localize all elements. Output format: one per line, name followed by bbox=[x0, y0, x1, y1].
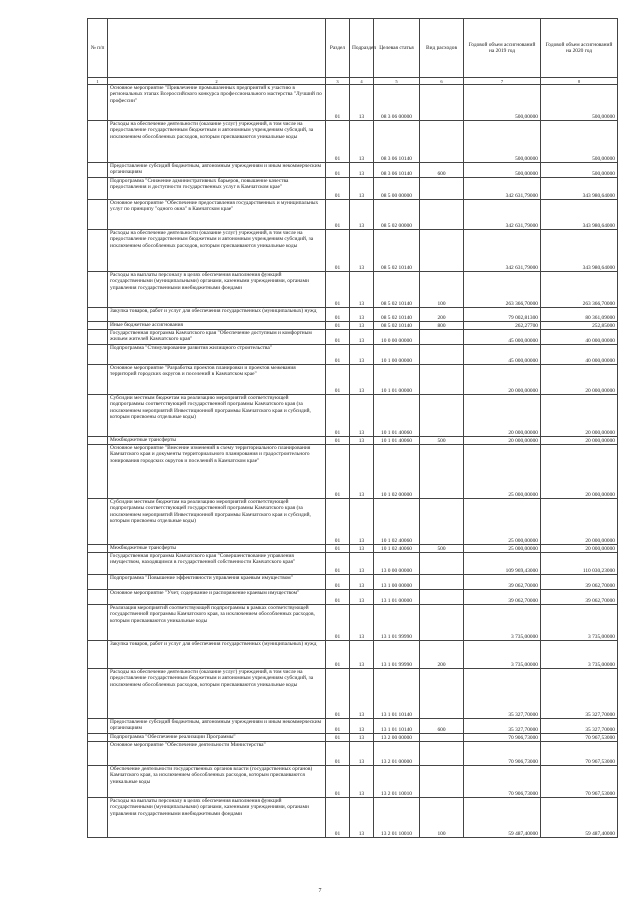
cell-amount-2020: 500,00000 bbox=[541, 163, 618, 178]
cell-expense-type bbox=[420, 230, 464, 272]
cell-target-article: 10 1 02 40060 bbox=[374, 545, 420, 553]
cell-number bbox=[88, 499, 108, 545]
cell-number bbox=[88, 641, 108, 669]
cell-amount-2019: 342 631,79000 bbox=[464, 178, 541, 200]
cell-razdel: 01 bbox=[326, 365, 350, 395]
cell-name: Закупка товаров, работ и услуг для обеспечения государственных (муниципальных) нужд bbox=[108, 308, 326, 322]
cell-name: Межбюджетные трансферты bbox=[108, 437, 326, 445]
cell-target-article: 10 1 02 00000 bbox=[374, 445, 420, 499]
cell-podrazdel: 13 bbox=[350, 798, 374, 838]
cell-podrazdel: 13 bbox=[350, 163, 374, 178]
cell-expense-type bbox=[420, 605, 464, 641]
cell-amount-2020: 35 327,70000 bbox=[541, 669, 618, 719]
table-header-row bbox=[88, 19, 618, 78]
cell-expense-type bbox=[420, 590, 464, 605]
cell-podrazdel: 13 bbox=[350, 445, 374, 499]
cell-name: Реализация мероприятий соответствующей подпрограммы в рамках соответствующей государственной программы Камчатского края, за исключением обособленных расходов, которым присваиваются уникальные коды bbox=[108, 605, 326, 641]
table-row bbox=[88, 605, 618, 641]
cell-expense-type bbox=[420, 200, 464, 230]
cell-target-article: 10 1 01 40060 bbox=[374, 437, 420, 445]
cell-target-article: 08 5 02 10140 bbox=[374, 308, 420, 322]
cell-podrazdel: 13 bbox=[350, 200, 374, 230]
cell-number bbox=[88, 669, 108, 719]
table-row bbox=[88, 200, 618, 230]
cell-target-article: 13 2 01 00000 bbox=[374, 742, 420, 766]
cell-number bbox=[88, 553, 108, 575]
cell-name: Основное мероприятие "Внесение изменений в схему территориального планирования Камчатского края и документы территориального планирования и градостроительного зонирования городских округов и поселений в Камчатском крае" bbox=[108, 445, 326, 499]
cell-amount-2019: 500,00000 bbox=[464, 121, 541, 163]
header-podrazdel: Подраздел bbox=[350, 19, 374, 78]
cell-target-article: 10 1 01 00000 bbox=[374, 365, 420, 395]
cell-expense-type bbox=[420, 395, 464, 437]
header-expense-type: Вид расходов bbox=[420, 19, 464, 78]
column-index: 8 bbox=[541, 78, 618, 85]
cell-razdel: 01 bbox=[326, 766, 350, 798]
cell-amount-2019: 35 327,70000 bbox=[464, 669, 541, 719]
cell-target-article: 13 1 01 10140 bbox=[374, 669, 420, 719]
cell-amount-2019: 500,00000 bbox=[464, 85, 541, 121]
cell-razdel: 01 bbox=[326, 121, 350, 163]
cell-name: Подпрограмма "Снижение административных барьеров, повышение качества предоставления и доступности государственных услуг в Камчатском крае" bbox=[108, 178, 326, 200]
cell-expense-type: 800 bbox=[420, 322, 464, 330]
cell-amount-2020: 40 000,00000 bbox=[541, 345, 618, 365]
cell-name: Основное мероприятие "Обеспечение деятельности Министерства" bbox=[108, 742, 326, 766]
cell-razdel: 01 bbox=[326, 742, 350, 766]
cell-amount-2020: 263 366,70000 bbox=[541, 272, 618, 308]
cell-amount-2019: 500,00000 bbox=[464, 163, 541, 178]
cell-name: Иные бюджетные ассигнования bbox=[108, 322, 326, 330]
table-row bbox=[88, 178, 618, 200]
cell-amount-2020: 59 487,40000 bbox=[541, 798, 618, 838]
cell-amount-2020: 20 000,00000 bbox=[541, 395, 618, 437]
cell-number bbox=[88, 330, 108, 345]
cell-target-article: 10 1 02 40060 bbox=[374, 499, 420, 545]
cell-razdel: 01 bbox=[326, 575, 350, 590]
cell-name: Расходы на обеспечение деятельности (оказание услуг) учреждений, в том числе на предоставление государственным бюджетным и автономным учреждениям субсидий, за исключением обособленных расходов, которым присваиваются уникальные коды bbox=[108, 669, 326, 719]
cell-expense-type: 100 bbox=[420, 272, 464, 308]
cell-name: Предоставление субсидий бюджетным, автономным учреждениям и иным некоммерческим организациям bbox=[108, 719, 326, 734]
column-index: 4 bbox=[350, 78, 374, 85]
cell-razdel: 01 bbox=[326, 798, 350, 838]
cell-expense-type: 200 bbox=[420, 641, 464, 669]
table-row bbox=[88, 330, 618, 345]
table-row bbox=[88, 575, 618, 590]
cell-amount-2019: 79 002,81300 bbox=[464, 308, 541, 322]
table-row bbox=[88, 798, 618, 838]
cell-number bbox=[88, 395, 108, 437]
cell-razdel: 01 bbox=[326, 669, 350, 719]
cell-target-article: 13 2 01 10010 bbox=[374, 766, 420, 798]
cell-podrazdel: 13 bbox=[350, 322, 374, 330]
cell-amount-2019: 109 969,43000 bbox=[464, 553, 541, 575]
cell-amount-2019: 39 062,70000 bbox=[464, 575, 541, 590]
cell-name: Основное мероприятие "Учет, содержание и распоряжение краевым имуществом" bbox=[108, 590, 326, 605]
cell-number bbox=[88, 590, 108, 605]
cell-expense-type bbox=[420, 499, 464, 545]
cell-name: Государственная программа Камчатского края "Обеспечение доступным и комфортным жильем жителей Камчатского края" bbox=[108, 330, 326, 345]
cell-expense-type bbox=[420, 345, 464, 365]
cell-podrazdel: 13 bbox=[350, 395, 374, 437]
cell-amount-2019: 20 000,00000 bbox=[464, 395, 541, 437]
cell-expense-type bbox=[420, 445, 464, 499]
cell-number bbox=[88, 345, 108, 365]
cell-razdel: 01 bbox=[326, 85, 350, 121]
table-row bbox=[88, 445, 618, 499]
cell-target-article: 13 1 01 99990 bbox=[374, 605, 420, 641]
cell-name: Основное мероприятие "Привлечение промышленных предприятий к участию в региональных этапах Всероссийского конкурса профессионального мастерства "Лучший по профессии" bbox=[108, 85, 326, 121]
cell-name: Расходы на выплаты персоналу в целях обеспечения выполнения функций государственными (муниципальными) органами, казенными учреждениями, органами управления государственными внебюджетными фондами bbox=[108, 272, 326, 308]
cell-razdel: 01 bbox=[326, 395, 350, 437]
table-row bbox=[88, 308, 618, 322]
table-row bbox=[88, 437, 618, 445]
cell-amount-2019: 20 000,00000 bbox=[464, 365, 541, 395]
cell-podrazdel: 13 bbox=[350, 121, 374, 163]
table-row bbox=[88, 499, 618, 545]
table-row bbox=[88, 365, 618, 395]
cell-podrazdel: 13 bbox=[350, 641, 374, 669]
cell-razdel: 01 bbox=[326, 230, 350, 272]
cell-razdel: 01 bbox=[326, 163, 350, 178]
cell-podrazdel: 13 bbox=[350, 590, 374, 605]
cell-number bbox=[88, 734, 108, 742]
cell-expense-type bbox=[420, 553, 464, 575]
cell-expense-type bbox=[420, 669, 464, 719]
cell-podrazdel: 13 bbox=[350, 766, 374, 798]
table-row bbox=[88, 641, 618, 669]
cell-name: Предоставление субсидий бюджетным, автономным учреждениям и иным некоммерческим организациям bbox=[108, 163, 326, 178]
cell-target-article: 13 1 00 00000 bbox=[374, 575, 420, 590]
cell-amount-2020: 3 735,00000 bbox=[541, 641, 618, 669]
cell-number bbox=[88, 178, 108, 200]
cell-name: Закупка товаров, работ и услуг для обеспечения государственных (муниципальных) нужд bbox=[108, 641, 326, 669]
budget-table-sheet bbox=[87, 18, 617, 838]
cell-expense-type bbox=[420, 742, 464, 766]
cell-name: Субсидии местным бюджетам на реализацию мероприятий соответствующей подпрограммы соответствующей государственной программы Камчатского края (за исключением мероприятий Инвестиционной программы Камчатского края и субсидий, которым присвоены отдельные коды) bbox=[108, 395, 326, 437]
cell-razdel: 01 bbox=[326, 330, 350, 345]
cell-target-article: 13 1 01 10140 bbox=[374, 719, 420, 734]
cell-name: Подпрограмма "Стимулирование развития жилищного строительства" bbox=[108, 345, 326, 365]
cell-target-article: 10 1 01 40060 bbox=[374, 395, 420, 437]
cell-amount-2019: 25 000,00000 bbox=[464, 545, 541, 553]
cell-amount-2020: 20 000,00000 bbox=[541, 499, 618, 545]
cell-expense-type: 600 bbox=[420, 719, 464, 734]
cell-razdel: 01 bbox=[326, 322, 350, 330]
cell-number bbox=[88, 308, 108, 322]
cell-amount-2020: 39 062,70000 bbox=[541, 575, 618, 590]
column-index: 1 bbox=[88, 78, 108, 85]
cell-name: Подпрограмма "Повышение эффективности управления краевым имуществом" bbox=[108, 575, 326, 590]
cell-target-article: 08 3 06 10140 bbox=[374, 163, 420, 178]
cell-number bbox=[88, 272, 108, 308]
table-row bbox=[88, 719, 618, 734]
cell-razdel: 01 bbox=[326, 545, 350, 553]
cell-razdel: 01 bbox=[326, 641, 350, 669]
table-row bbox=[88, 734, 618, 742]
cell-amount-2020: 39 062,70000 bbox=[541, 590, 618, 605]
cell-number bbox=[88, 365, 108, 395]
cell-amount-2019: 20 000,00000 bbox=[464, 437, 541, 445]
cell-number bbox=[88, 742, 108, 766]
cell-expense-type: 100 bbox=[420, 798, 464, 838]
budget-table bbox=[87, 18, 618, 838]
cell-podrazdel: 13 bbox=[350, 345, 374, 365]
cell-number bbox=[88, 605, 108, 641]
cell-target-article: 13 1 01 00000 bbox=[374, 590, 420, 605]
cell-amount-2019: 70 906,73000 bbox=[464, 734, 541, 742]
table-row bbox=[88, 395, 618, 437]
cell-target-article: 13 0 00 00000 bbox=[374, 553, 420, 575]
cell-amount-2020: 20 000,00000 bbox=[541, 437, 618, 445]
cell-expense-type bbox=[420, 85, 464, 121]
cell-expense-type bbox=[420, 575, 464, 590]
cell-podrazdel: 13 bbox=[350, 734, 374, 742]
table-row bbox=[88, 163, 618, 178]
cell-podrazdel: 13 bbox=[350, 272, 374, 308]
cell-amount-2019: 342 631,79000 bbox=[464, 230, 541, 272]
header-amount-2019: Годовой объем ассигнований на 2019 год bbox=[464, 19, 541, 78]
cell-podrazdel: 13 bbox=[350, 742, 374, 766]
cell-razdel: 01 bbox=[326, 499, 350, 545]
cell-amount-2019: 45 000,00000 bbox=[464, 345, 541, 365]
cell-amount-2020: 80 361,09000 bbox=[541, 308, 618, 322]
cell-number bbox=[88, 575, 108, 590]
cell-amount-2019: 3 735,00000 bbox=[464, 605, 541, 641]
column-index: 5 bbox=[374, 78, 420, 85]
cell-amount-2019: 35 327,70000 bbox=[464, 719, 541, 734]
column-index: 7 bbox=[464, 78, 541, 85]
table-row bbox=[88, 545, 618, 553]
cell-amount-2019: 25 000,00000 bbox=[464, 499, 541, 545]
cell-podrazdel: 13 bbox=[350, 553, 374, 575]
cell-podrazdel: 13 bbox=[350, 308, 374, 322]
cell-target-article: 08 5 02 00000 bbox=[374, 200, 420, 230]
cell-expense-type bbox=[420, 766, 464, 798]
cell-expense-type bbox=[420, 365, 464, 395]
cell-target-article: 10 0 00 00000 bbox=[374, 330, 420, 345]
table-body bbox=[88, 85, 618, 838]
cell-target-article: 08 5 00 00000 bbox=[374, 178, 420, 200]
cell-amount-2020: 3 735,00000 bbox=[541, 605, 618, 641]
cell-name: Расходы на выплаты персоналу в целях обеспечения выполнения функций государственными (муниципальными) органами, казенными учреждениями, органами управления государственными внебюджетными фондами bbox=[108, 798, 326, 838]
cell-target-article: 13 2 00 00000 bbox=[374, 734, 420, 742]
cell-amount-2019: 3 735,00000 bbox=[464, 641, 541, 669]
cell-razdel: 01 bbox=[326, 590, 350, 605]
cell-razdel: 01 bbox=[326, 272, 350, 308]
cell-razdel: 01 bbox=[326, 445, 350, 499]
cell-target-article: 13 2 01 10010 bbox=[374, 798, 420, 838]
table-row bbox=[88, 590, 618, 605]
cell-expense-type: 200 bbox=[420, 308, 464, 322]
table-row bbox=[88, 345, 618, 365]
cell-name: Обеспечение деятельности государственных органов власти (государственных органов) Камчатского края, за исключением обособленных расходов, которым присваиваются уникальные коды bbox=[108, 766, 326, 798]
cell-podrazdel: 13 bbox=[350, 605, 374, 641]
cell-amount-2019: 263 366,70000 bbox=[464, 272, 541, 308]
cell-amount-2019: 59 487,40000 bbox=[464, 798, 541, 838]
column-index: 6 bbox=[420, 78, 464, 85]
cell-name: Подпрограмма "Обеспечение реализации Программы" bbox=[108, 734, 326, 742]
cell-number bbox=[88, 545, 108, 553]
cell-target-article: 08 5 02 10140 bbox=[374, 272, 420, 308]
table-row bbox=[88, 272, 618, 308]
page-number: 7 bbox=[318, 888, 322, 894]
cell-number bbox=[88, 85, 108, 121]
cell-expense-type bbox=[420, 121, 464, 163]
cell-amount-2020: 20 000,00000 bbox=[541, 365, 618, 395]
cell-number bbox=[88, 200, 108, 230]
cell-razdel: 01 bbox=[326, 437, 350, 445]
cell-number bbox=[88, 121, 108, 163]
table-row bbox=[88, 766, 618, 798]
cell-razdel: 01 bbox=[326, 734, 350, 742]
cell-amount-2019: 25 000,00000 bbox=[464, 445, 541, 499]
cell-number bbox=[88, 798, 108, 838]
cell-amount-2020: 343 980,64000 bbox=[541, 230, 618, 272]
cell-number bbox=[88, 163, 108, 178]
cell-amount-2020: 70 967,53000 bbox=[541, 766, 618, 798]
table-row bbox=[88, 230, 618, 272]
cell-podrazdel: 13 bbox=[350, 330, 374, 345]
cell-amount-2020: 343 980,64000 bbox=[541, 178, 618, 200]
cell-podrazdel: 13 bbox=[350, 545, 374, 553]
cell-razdel: 01 bbox=[326, 200, 350, 230]
column-index: 2 bbox=[108, 78, 326, 85]
cell-podrazdel: 13 bbox=[350, 85, 374, 121]
header-target-article: Целевая статья bbox=[374, 19, 420, 78]
cell-target-article: 08 5 02 10140 bbox=[374, 322, 420, 330]
header-name bbox=[108, 19, 326, 78]
cell-amount-2020: 40 000,00000 bbox=[541, 330, 618, 345]
cell-podrazdel: 13 bbox=[350, 230, 374, 272]
cell-amount-2020: 110 030,23000 bbox=[541, 553, 618, 575]
cell-number bbox=[88, 437, 108, 445]
table-row bbox=[88, 322, 618, 330]
cell-amount-2019: 70 906,73000 bbox=[464, 766, 541, 798]
cell-podrazdel: 13 bbox=[350, 719, 374, 734]
cell-target-article: 10 1 00 00000 bbox=[374, 345, 420, 365]
cell-amount-2020: 20 000,00000 bbox=[541, 545, 618, 553]
cell-razdel: 01 bbox=[326, 345, 350, 365]
cell-amount-2019: 45 000,00000 bbox=[464, 330, 541, 345]
cell-expense-type bbox=[420, 178, 464, 200]
cell-expense-type: 600 bbox=[420, 163, 464, 178]
cell-razdel: 01 bbox=[326, 719, 350, 734]
cell-amount-2020: 500,00000 bbox=[541, 85, 618, 121]
cell-amount-2020: 35 327,70000 bbox=[541, 719, 618, 734]
cell-target-article: 08 5 02 10140 bbox=[374, 230, 420, 272]
cell-target-article: 13 1 01 99990 bbox=[374, 641, 420, 669]
header-number: № п/п bbox=[88, 19, 108, 78]
cell-name: Субсидии местным бюджетам на реализацию мероприятий соответствующей подпрограммы соответствующей государственной программы Камчатского края (за исключением мероприятий Инвестиционной программы Камчатского края и субсидий, которым присвоены отдельные коды) bbox=[108, 499, 326, 545]
table-row bbox=[88, 669, 618, 719]
cell-podrazdel: 13 bbox=[350, 669, 374, 719]
cell-amount-2020: 252,85000 bbox=[541, 322, 618, 330]
cell-amount-2020: 70 967,53000 bbox=[541, 742, 618, 766]
cell-expense-type bbox=[420, 734, 464, 742]
cell-name: Межбюджетные трансферты bbox=[108, 545, 326, 553]
header-amount-2020: Годовой объем ассигнований на 2020 год bbox=[541, 19, 618, 78]
cell-podrazdel: 13 bbox=[350, 499, 374, 545]
cell-razdel: 01 bbox=[326, 553, 350, 575]
cell-expense-type: 500 bbox=[420, 545, 464, 553]
cell-podrazdel: 13 bbox=[350, 575, 374, 590]
cell-expense-type bbox=[420, 330, 464, 345]
cell-amount-2020: 70 967,53000 bbox=[541, 734, 618, 742]
header-razdel: Раздел bbox=[326, 19, 350, 78]
cell-podrazdel: 13 bbox=[350, 437, 374, 445]
cell-name: Расходы на обеспечение деятельности (оказание услуг) учреждений, в том числе на предоставление государственным бюджетным и автономным учреждениям субсидий, за исключением обособленных расходов, которым присваиваются уникальные коды bbox=[108, 121, 326, 163]
cell-number bbox=[88, 445, 108, 499]
cell-name: Основное мероприятие "Разработка проектов планировки и проектов межевания территорий городских округов и поселений в Камчатском крае" bbox=[108, 365, 326, 395]
cell-amount-2019: 39 062,70000 bbox=[464, 590, 541, 605]
cell-number bbox=[88, 719, 108, 734]
table-row bbox=[88, 553, 618, 575]
table-row bbox=[88, 85, 618, 121]
table-row bbox=[88, 121, 618, 163]
cell-amount-2020: 20 000,00000 bbox=[541, 445, 618, 499]
cell-name: Расходы на обеспечение деятельности (оказание услуг) учреждений, в том числе на предоставление государственным бюджетным и автономным учреждениям субсидий, за исключением обособленных расходов, которым присваиваются уникальные коды bbox=[108, 230, 326, 272]
cell-name: Государственная программа Камчатского края "Совершенствование управления имуществом, находящимся в государственной собственности Камчатского края" bbox=[108, 553, 326, 575]
column-index-row bbox=[88, 78, 618, 85]
cell-razdel: 01 bbox=[326, 178, 350, 200]
cell-amount-2020: 500,00000 bbox=[541, 121, 618, 163]
cell-number bbox=[88, 766, 108, 798]
cell-amount-2020: 343 980,64000 bbox=[541, 200, 618, 230]
cell-podrazdel: 13 bbox=[350, 178, 374, 200]
cell-razdel: 01 bbox=[326, 605, 350, 641]
cell-target-article: 08 3 06 10140 bbox=[374, 121, 420, 163]
cell-target-article: 08 3 06 00000 bbox=[374, 85, 420, 121]
cell-amount-2019: 70 906,73000 bbox=[464, 742, 541, 766]
cell-number bbox=[88, 322, 108, 330]
cell-amount-2019: 262,27700 bbox=[464, 322, 541, 330]
cell-razdel: 01 bbox=[326, 308, 350, 322]
column-index: 3 bbox=[326, 78, 350, 85]
cell-amount-2019: 342 631,79000 bbox=[464, 200, 541, 230]
cell-number bbox=[88, 230, 108, 272]
cell-name: Основное мероприятие "Обеспечение предоставления государственных и муниципальных услуг по принципу "одного окна" в Камчатском крае" bbox=[108, 200, 326, 230]
cell-podrazdel: 13 bbox=[350, 365, 374, 395]
cell-expense-type: 500 bbox=[420, 437, 464, 445]
table-row bbox=[88, 742, 618, 766]
